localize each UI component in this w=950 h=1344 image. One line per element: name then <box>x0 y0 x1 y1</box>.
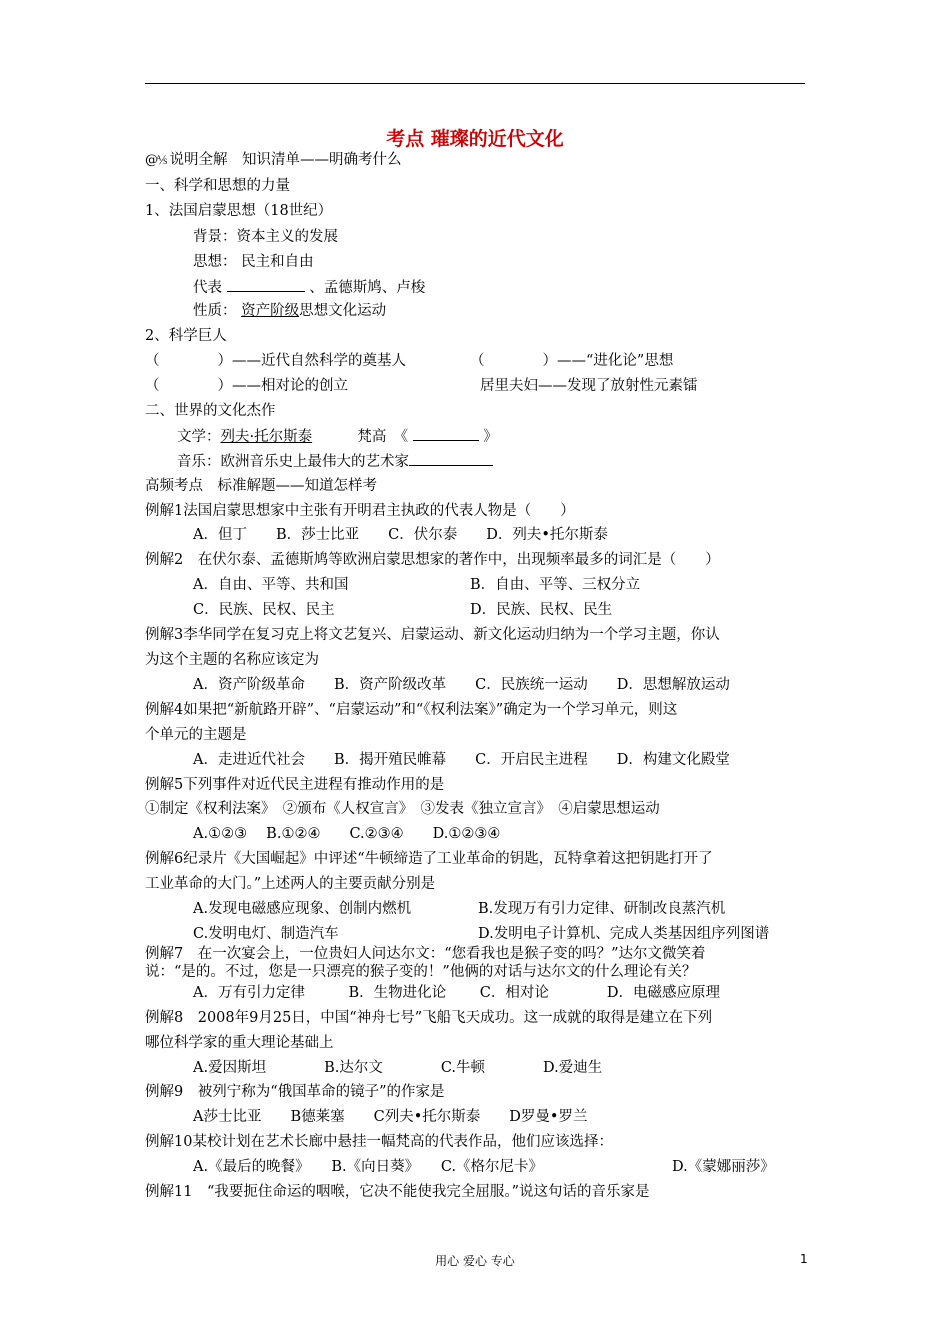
question-option: D.《蒙娜丽莎》 <box>672 1159 775 1175</box>
section-heading: 二、世界的文化杰作 <box>145 403 276 419</box>
question-stem: 例解5下列事件对近代民主进程有推动作用的是 <box>145 777 445 793</box>
text-line: 背景：资本主义的发展 <box>193 229 338 245</box>
question-stem: 例解10某校计划在艺术长廊中悬挂一幅梵高的代表作品，他们应该选择： <box>145 1134 613 1150</box>
question-stem: 说：“是的。不过，您是一只漂亮的猴子变的！”他俩的对话与达尔文的什么理论有关？ <box>145 964 697 980</box>
question-stem: 哪位科学家的重大理论基础上 <box>145 1035 334 1051</box>
text-line: （ ）——近代自然科学的奠基人 <box>145 353 406 369</box>
question-stem: 例解7 在一次宴会上，一位贵妇人问达尔文：“您看我也是猴子变的吗？”达尔文微笑着 <box>145 946 706 962</box>
question-stem: 个单元的主题是 <box>145 727 247 743</box>
subtitle-line: @⅍ 说明全解 知识清单——明确考什么 <box>145 150 401 171</box>
question-options: A.《最后的晚餐》 B.《向日葵》 C.《格尔尼卡》 <box>193 1159 544 1175</box>
question-options: A．万有引力定律 B．生物进化论 C．相对论 D．电磁感应原理 <box>193 985 720 1001</box>
text-line: 思想： 民主和自由 <box>193 254 314 270</box>
question-stem: 例解11 “我要扼住命运的咽喉，它决不能使我完全屈服。”说这句话的音乐家是 <box>145 1184 650 1200</box>
question-stem: 例解8 2008年9月25日，中国“神舟七号”飞船飞天成功。这一成就的取得是建立在下列 <box>145 1010 713 1026</box>
fill-blank <box>227 277 305 292</box>
question-stem: 例解3李华同学在复习克上将文艺复兴、启蒙运动、新文化运动归纳为一个学习主题，你认 <box>145 627 720 643</box>
question-option: B．自由、平等、三权分立 <box>470 577 641 593</box>
header-rule <box>145 83 805 84</box>
subsection-heading: 1、法国启蒙思想（18世纪） <box>145 203 333 219</box>
section-heading: 高频考点 标准解题——知道怎样考 <box>145 478 377 494</box>
page-footer: 用心 爱心 专心 <box>435 1254 515 1268</box>
question-stem: 例解9 被列宁称为“俄国革命的镜子”的作家是 <box>145 1084 445 1100</box>
text-line: 居里夫妇——发现了放射性元素镭 <box>480 378 698 394</box>
text-line: 代表 、孟德斯鸠、卢梭 <box>193 277 425 298</box>
question-stem: 为这个主题的名称应该定为 <box>145 652 319 668</box>
question-option: A.发现电磁感应现象、创制内燃机 <box>193 901 412 917</box>
header-logo-icon: @⅍ <box>145 153 166 168</box>
question-options: A．走进近代社会 B．揭开殖民帷幕 C．开启民主进程 D．构建文化殿堂 <box>193 752 730 768</box>
question-options: A.①②③ B.①②④ C.②③④ D.①②③④ <box>193 826 501 842</box>
text-line: 音乐：欧洲音乐史上最伟大的艺术家 <box>177 451 493 472</box>
fill-blank <box>409 451 493 466</box>
question-options: A．但丁 B．莎士比亚 C．伏尔泰 D．列夫•托尔斯泰 <box>193 527 608 543</box>
question-option: B.发现万有引力定律、研制改良蒸汽机 <box>478 901 726 917</box>
question-stem: 工业革命的大门。”上述两人的主要贡献分别是 <box>145 876 436 892</box>
subsection-heading: 2、科学巨人 <box>145 328 227 344</box>
text-line: （ ）——相对论的创立 <box>145 378 348 394</box>
question-options: A．资产阶级革命 B．资产阶级改革 C．民族统一运动 D．思想解放运动 <box>193 677 730 693</box>
question-options: A.爱因斯坦 B.达尔文 C.牛顿 D.爱迪生 <box>193 1060 603 1076</box>
question-options: A莎士比亚 B德莱塞 C列夫•托尔斯泰 D罗曼•罗兰 <box>193 1109 588 1125</box>
page-title: 考点 璀璨的近代文化 <box>386 128 564 150</box>
question-stem: ①制定《权利法案》 ②颁布《人权宣言》 ③发表《独立宣言》 ④启蒙思想运动 <box>145 801 660 817</box>
question-option: A．自由、平等、共和国 <box>193 577 349 593</box>
question-stem: 例解1法国启蒙思想家中主张有开明君主执政的代表人物是（ ） <box>145 503 575 519</box>
question-option: C.发明电灯、制造汽车 <box>193 926 339 942</box>
fill-blank <box>413 426 479 441</box>
question-option: C．民族、民权、民主 <box>193 602 335 618</box>
page-number: 1 <box>800 1252 808 1266</box>
question-option: D.发明电子计算机、完成人类基因组序列图谱 <box>478 926 770 942</box>
question-option: D．民族、民权、民生 <box>470 602 613 618</box>
question-stem: 例解4如果把“新航路开辟”、“启蒙运动”和“《权利法案》”确定为一个学习单元，则这 <box>145 702 678 718</box>
text-line: （ ）——“进化论”思想 <box>470 353 674 369</box>
text-line: 性质： 资产阶级思想文化运动 <box>193 303 387 319</box>
section-heading: 一、科学和思想的力量 <box>145 178 290 194</box>
question-stem: 例解6纪录片《大国崛起》中评述“牛顿缔造了工业革命的钥匙，瓦特拿着这把钥匙打开了 <box>145 851 713 867</box>
question-stem: 例解2 在伏尔泰、孟德斯鸠等欧洲启蒙思想家的著作中，出现频率最多的词汇是（ ） <box>145 552 720 568</box>
text-line: 文学：列夫·托尔斯泰 梵高 《 》 <box>177 426 498 447</box>
